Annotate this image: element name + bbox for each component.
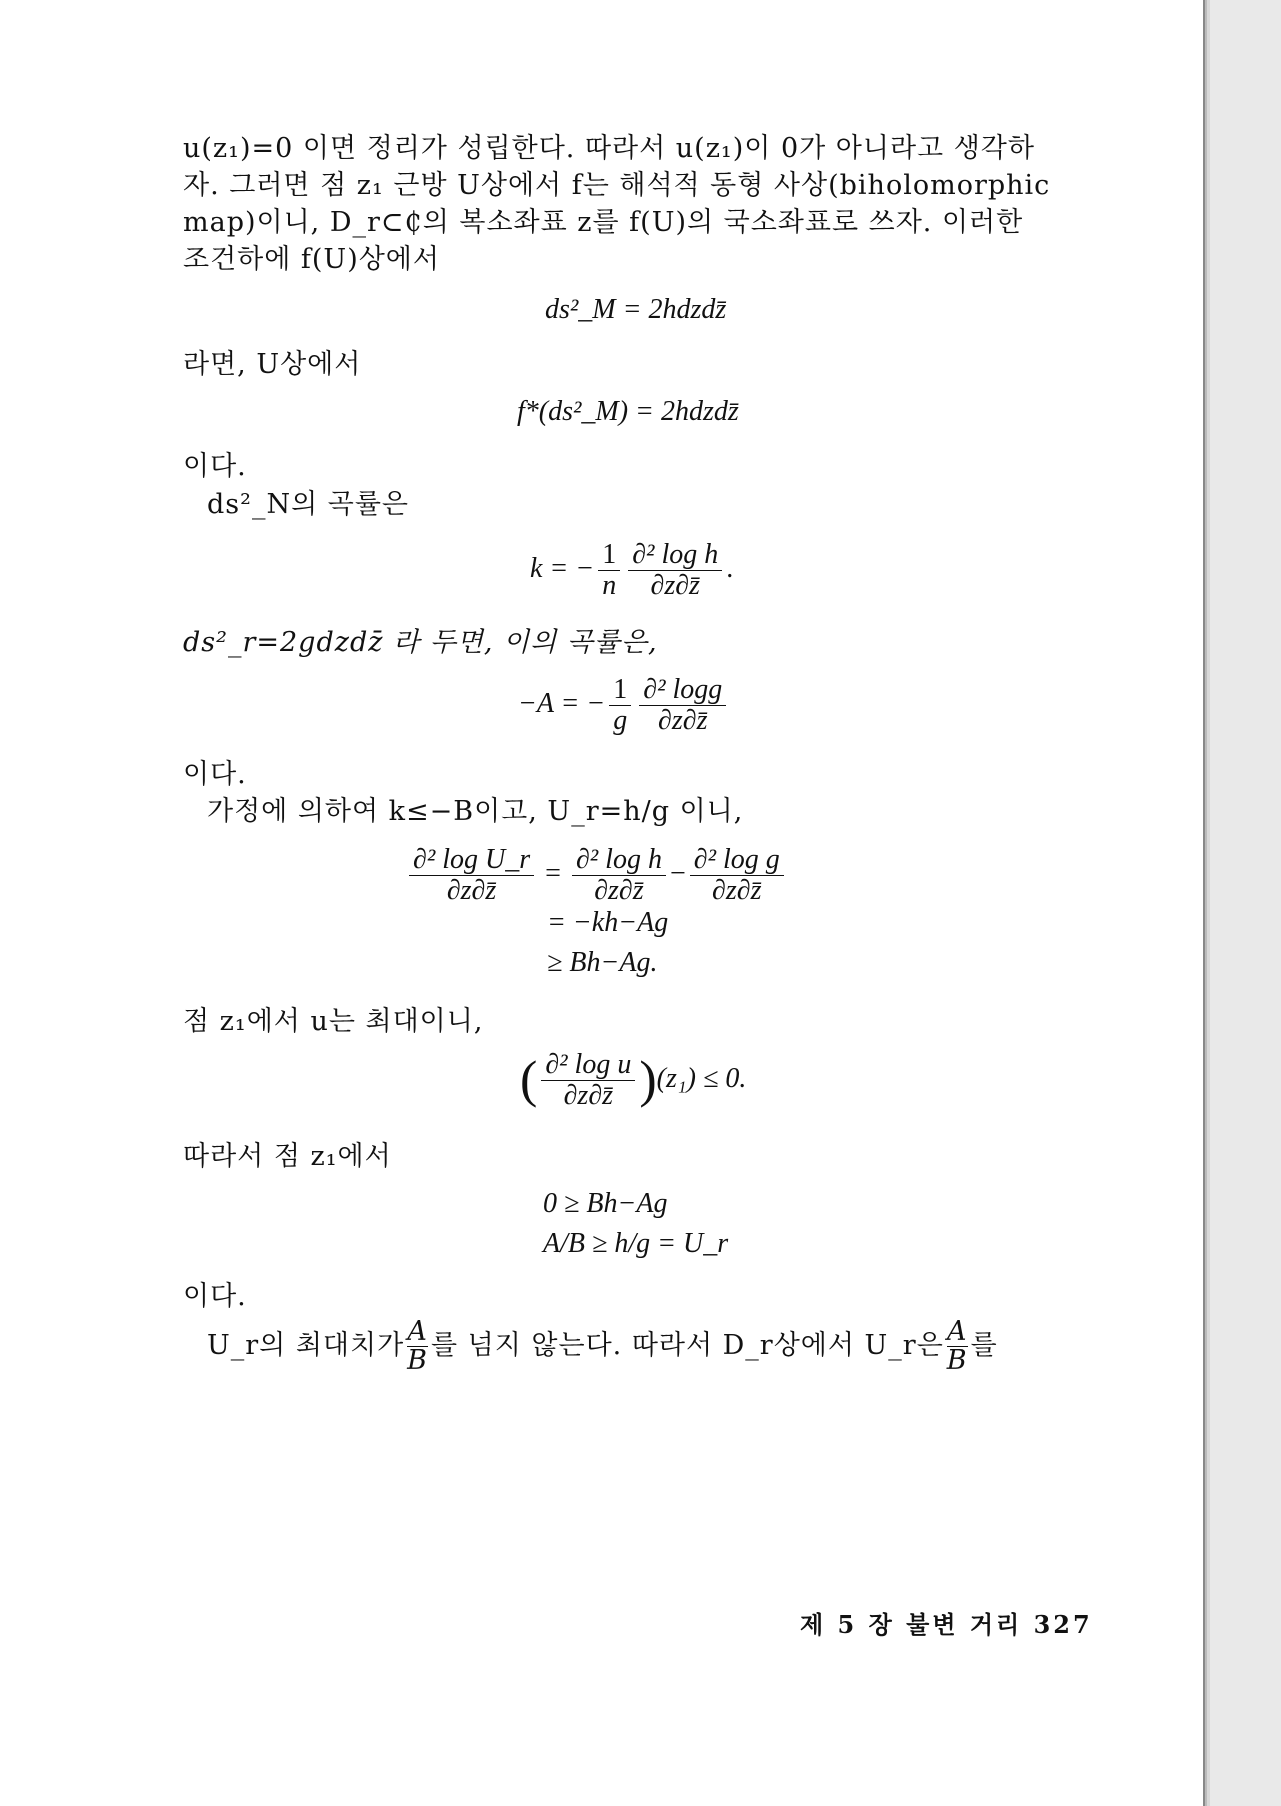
eq5-lhs-den: ∂z∂z̄ (446, 875, 497, 906)
eq4-frac1-den: g (613, 705, 628, 736)
eq3-lhs: k = − (530, 552, 595, 584)
eq4-frac2-num: ∂² logg (639, 675, 726, 706)
paragraph-line-3: map)이니, D_r⊂₵의 복소좌표 z를 f(U)의 국소좌표로 쓰자. 이러한 (183, 207, 1024, 238)
equation-inequality-2: A/B ≥ h/g = U_r (543, 1228, 729, 1259)
eq5-r2-den: ∂z∂z̄ (712, 875, 762, 906)
text-dsr: ds²_r=2gdzdz̄ 라 두면, 이의 곡률은, (183, 627, 658, 658)
text-ida-2: 이다. (183, 759, 247, 790)
last-line-frac2-num: A (946, 1316, 968, 1347)
eq4-lhs: −A = − (518, 687, 606, 719)
text-ramyeon: 라면, U상에서 (183, 349, 362, 380)
text-ida-1: 이다. (183, 451, 247, 482)
last-line (207, 1318, 998, 1375)
last-line-part2: 를 넘지 않는다. 따라서 D_r상에서 U_r은 (431, 1330, 944, 1361)
eq6-num: ∂² log u (541, 1050, 635, 1081)
eq4-frac2-den: ∂z∂z̄ (658, 705, 708, 736)
equation-log-Ur: $\frac{\text{∂² log U\_r}}{\partial z\partial z̄}$ = $\frac{\text{∂² log h}}{\partial z\partial z̄}$ − $\frac{\text{∂² log g}}{\partial z\partial z̄}$ (405, 845, 788, 906)
paragraph-line-2: 자. 그러면 점 z₁ 근방 U상에서 f는 해석적 동형 사상(biholomorphic (183, 170, 1051, 201)
equation-line-2: = −kh−Ag (547, 907, 669, 938)
eq5-r2-num: ∂² log g (690, 845, 784, 876)
last-line-part1: U_r의 최대치가 (207, 1330, 405, 1361)
equation-curvature-A (518, 675, 730, 736)
eq3-frac1-den: n (602, 570, 617, 601)
equation-pullback: f*(ds²_M) = 2hdzdz̄ (517, 396, 739, 427)
eq3-frac2-den: ∂z∂z̄ (650, 570, 700, 601)
eq4-frac1-num: 1 (609, 675, 631, 706)
paragraph-line-1: u(z₁)=0 이면 정리가 성립한다. 따라서 u(z₁)이 0가 아니라고 생각하 (183, 133, 1035, 164)
paragraph-line-4: 조건하에 f(U)상에서 (183, 244, 440, 275)
eq5-r1-num: ∂² log h (572, 845, 666, 876)
page-footer: 제 5 장 불변 거리 327 (800, 1610, 1093, 1639)
eq3-frac2-num: ∂² log h (628, 540, 722, 571)
last-line-frac2-den: B (946, 1345, 968, 1376)
text-point-max: 점 z₁에서 u는 최대이니, (183, 1006, 484, 1037)
eq3-end: . (726, 552, 734, 584)
text-assumption: 가정에 의하여 k≤−B이고, U_r=h/g 이니, (207, 796, 744, 827)
last-line-frac1-den: B (407, 1345, 428, 1376)
eq6-den: ∂z∂z̄ (563, 1080, 614, 1111)
equation-inequality-1: 0 ≥ Bh−Ag (543, 1188, 668, 1219)
last-line-part3: 를 (970, 1330, 998, 1361)
equation-metric-M: ds²_M = 2hdzdz̄ (545, 294, 727, 325)
eq5-r1-den: ∂z∂z̄ (594, 875, 644, 906)
last-line-frac1-num: A (407, 1316, 428, 1347)
eq3-frac1-num: 1 (598, 540, 620, 571)
text-therefore: 따라서 점 z₁에서 (183, 1141, 392, 1172)
equation-log-u: ( $\frac{\text{∂² log u}}{\partial z\partial z̄}$ )(z₁) ≤ 0. (520, 1049, 747, 1111)
text-ida-3: 이다. (183, 1281, 247, 1312)
eq5-lhs-num: ∂² log U_r (409, 845, 534, 876)
equation-line-3: ≥ Bh−Ag. (547, 947, 658, 978)
text-curvature-N: ds²_N의 곡률은 (207, 489, 409, 520)
equation-curvature-k (530, 540, 733, 601)
eq6-tail: (z₁) ≤ 0. (656, 1062, 747, 1094)
